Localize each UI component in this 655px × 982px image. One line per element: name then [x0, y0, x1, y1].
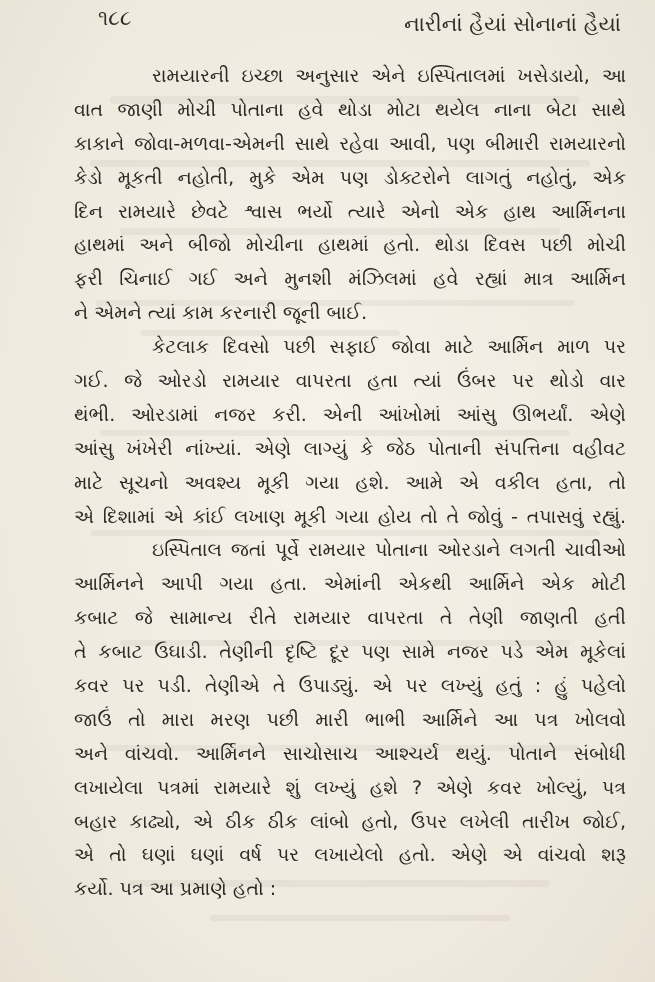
text-line: હાથમાં અને બીજો મોચીના હાથમાં હતો. થોડા દિવસ પછી મોચી: [74, 234, 626, 257]
text-line: કબાટ જે સામાન્ય રીતે રામયાર વાપરતા તે તેણી જાણતી હતી: [74, 607, 626, 630]
text-line: કવર પર પડી. તેણીએ તે ઉપાડ્યું. એ પર લખ્યું હતું : હું પહેલો: [74, 675, 626, 698]
text-line: અને વાંચવો. આર્મિનને સાચોસાચ આશ્ચર્ય થયું. પોતાને સંબોધી: [74, 742, 626, 765]
running-head: નારીનાં હૈયાં સોનાનાં હૈયાં: [404, 12, 621, 36]
text-line: ગઈ. જે ઓરડો રામયાર વાપરતા હતા ત્યાં ઉંબર પર થોડો વાર: [74, 370, 626, 393]
text-line: માટે સૂચનો અવશ્ય મૂકી ગયા હશે. આમે એ વકીલ હતા, તો: [74, 471, 626, 494]
page-number: ૧૮૮: [98, 6, 132, 30]
text-line: લખાયેલા પત્રમાં રામયારે શું લખ્યું હશે ? એણે કવર ખોલ્યું, પત્ર: [74, 776, 626, 799]
text-line: કાકાને જોવા-મળવા-એમની સાથે રહેવા આવી, પણ બીમારી રામયારનો: [74, 132, 626, 155]
text-line: આર્મિનને આપી ગયા હતા. એમાંની એકથી આર્મિને એક મોટી: [74, 573, 626, 596]
text-line: બહાર કાઢ્યો, એ ઠીક ઠીક લાંબો હતો, ઉપર લખેલી તારીખ જોઈ,: [74, 810, 626, 833]
text-line: એ દિશામાં એ કાંઈ લખાણ મૂકી ગયા હોય તો તે જોવું - તપાસવું રહ્યું.: [74, 505, 626, 528]
text-line: ઇસ્પિતાલ જતાં પૂર્વે રામયાર પોતાના ઓરડાને લગતી ચાવીઓ: [152, 539, 626, 562]
text-line: દિન રામયારે છેવટે શ્વાસ ભર્યો ત્યારે એનો એક હાથ આર્મિનના: [74, 200, 626, 223]
body-text: [74, 60, 626, 907]
text-line: કેડો મૂકતી નહોતી, મુકે એમ પણ ડોક્ટરોને લાગતું નહોતું, એક: [74, 166, 626, 189]
text-line: તે કબાટ ઉઘાડી. તેણીની દૃષ્ટિ દૂર પણ સામે નજર પડે એમ મૂકેલાં: [74, 641, 626, 664]
text-line: વાત જાણી મોચી પોતાના હવે થોડા મોટા થયેલ નાના બેટા સાથે: [74, 98, 626, 121]
text-line: ફરી ચિનાઈ ગઈ અને મુનશી મંઝિલમાં હવે રહ્યાં માત્ર આર્મિન: [74, 268, 626, 291]
paragraph-2: [74, 331, 626, 534]
paragraph-1: [74, 60, 626, 331]
text-line: આંસુ ખંખેરી નાંખ્યાં. એણે લાગ્યું કે જેઠ પોતાની સંપત્તિના વહીવટ: [74, 437, 626, 460]
paragraph-3: [74, 534, 626, 907]
text-line: રામયારની ઇચ્છા અનુસાર એને ઇસ્પિતાલમાં ખસેડાયો, આ: [152, 65, 626, 87]
text-line: એ તો ઘણાં ઘણાં વર્ષ પર લખાયેલો હતો. એણે એ વાંચવો શરૂ: [74, 844, 626, 867]
text-line: કર્યો. પત્ર આ પ્રમાણે હતો :: [74, 878, 277, 901]
text-line: જાઉં તો મારા મરણ પછી મારી ભાભી આર્મિને આ પત્ર ખોલવો: [74, 708, 626, 731]
text-line: થંભી. ઓરડામાં નજર કરી. એની આંખોમાં આંસુ ઊભર્યાં. એણે: [74, 403, 626, 426]
text-line: ને એમને ત્યાં કામ કરનારી જૂની બાઈ.: [74, 302, 368, 325]
text-line: કેટલાક દિવસો પછી સફાઈ જોવા માટે આર્મિન માળ પર: [152, 336, 626, 359]
